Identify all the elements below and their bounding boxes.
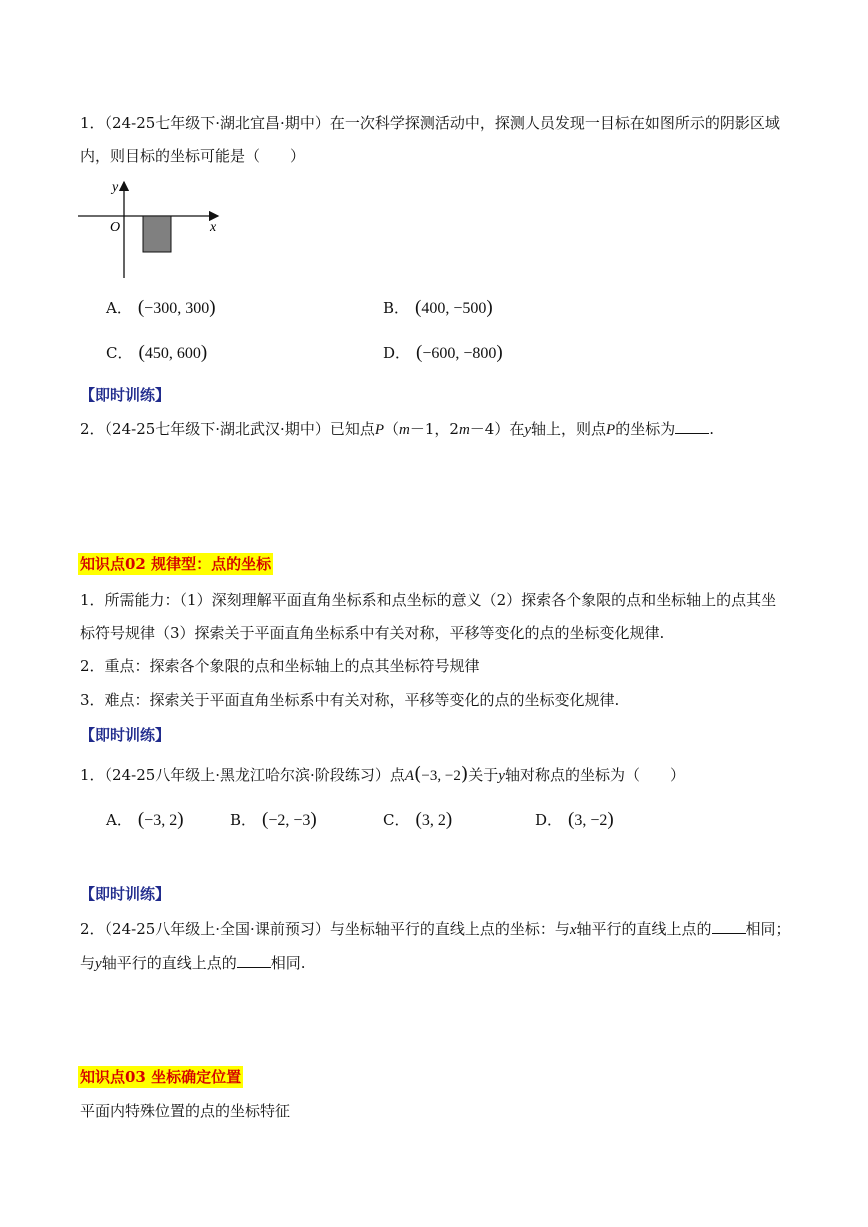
q1-option-a[interactable]: A． (−300, 300) <box>106 297 216 318</box>
option-letter: A． <box>106 811 132 829</box>
option-letter: C． <box>106 344 133 362</box>
y-axis-label: y <box>112 180 119 195</box>
q4-line1: 2．（24-25八年级上·全国·课前预习）与坐标轴平行的直线上点的坐标：与x轴平行的直线上点的 相同； <box>80 920 791 938</box>
q1-option-c[interactable]: C． (450, 600) <box>106 342 208 363</box>
option-letter: A． <box>106 299 132 317</box>
option-letter: C． <box>383 811 410 829</box>
q1-option-b[interactable]: B． (400, −500) <box>383 297 493 318</box>
option-coord: −300, 300 <box>144 300 210 317</box>
section3-line1: 平面内特殊位置的点的坐标特征 <box>80 1102 291 1120</box>
option-coord: 3, 2 <box>421 812 446 829</box>
option-coord: 400, −500 <box>421 300 487 317</box>
section2-line3: 2．重点：探索各个象限的点和坐标轴上的点其坐标符号规律 <box>80 657 480 675</box>
option-letter: B． <box>230 811 257 829</box>
q1-coordinate-figure <box>72 178 232 283</box>
section2-line2: 标符号规律（3）探索关于平面直角坐标系中有关对称，平移等变化的点的坐标变化规律. <box>80 624 665 642</box>
answer-blank[interactable] <box>712 919 746 934</box>
q1-line2: 内，则目标的坐标可能是（ ） <box>80 147 306 165</box>
practice-tag: 【即时训练】 <box>80 726 171 744</box>
option-coord: −600, −800 <box>422 345 497 362</box>
option-letter: D． <box>383 344 411 362</box>
section2-line1: 1．所需能力：（1）深刻理解平面直角坐标系和点坐标的意义（2）探索各个象限的点和坐标轴上的点其坐 <box>80 591 777 609</box>
section-heading-03: 知识点03 坐标确定位置 <box>80 1068 242 1086</box>
practice-tag: 【即时训练】 <box>80 386 171 404</box>
section-heading-02: 知识点02 规律型：点的坐标 <box>80 555 272 573</box>
option-coord: 3, −2 <box>574 812 608 829</box>
option-letter: B． <box>383 299 410 317</box>
q3-option-c[interactable]: C． (3, 2) <box>383 809 453 830</box>
practice-tag: 【即时训练】 <box>80 885 171 903</box>
q3-line: 1．（24-25八年级上·黑龙江哈尔滨·阶段练习）点A(−3, −2)关于y轴对称点的坐标为（ ） <box>80 763 685 785</box>
shaded-region <box>143 216 171 252</box>
q3-option-a[interactable]: A． (−3, 2) <box>106 809 184 830</box>
answer-blank[interactable] <box>237 953 271 968</box>
option-coord: −3, 2 <box>144 812 178 829</box>
q1-option-d[interactable]: D． (−600, −800) <box>383 342 503 363</box>
q4-line2: 与y轴平行的直线上点的 相同. <box>80 954 306 972</box>
option-coord: −2, −3 <box>268 812 311 829</box>
section2-line4: 3．难点：探索关于平面直角坐标系中有关对称，平移等变化的点的坐标变化规律. <box>80 691 620 709</box>
origin-label: O <box>110 220 121 235</box>
x-axis-label: x <box>210 220 217 235</box>
q3-option-d[interactable]: D． (3, −2) <box>535 809 614 830</box>
q3-option-b[interactable]: B． (−2, −3) <box>230 809 317 830</box>
q2-line: 2．（24-25七年级下·湖北武汉·期中）已知点P（m－1，2m－4）在y轴上，则点P的坐标为 . <box>80 420 714 438</box>
option-letter: D． <box>535 811 563 829</box>
q1-line1: 1．（24-25七年级下·湖北宜昌·期中）在一次科学探测活动中，探测人员发现一目标在如图所示的阴影区域 <box>80 114 780 132</box>
answer-blank[interactable] <box>675 419 709 434</box>
option-coord: 450, 600 <box>144 345 201 362</box>
